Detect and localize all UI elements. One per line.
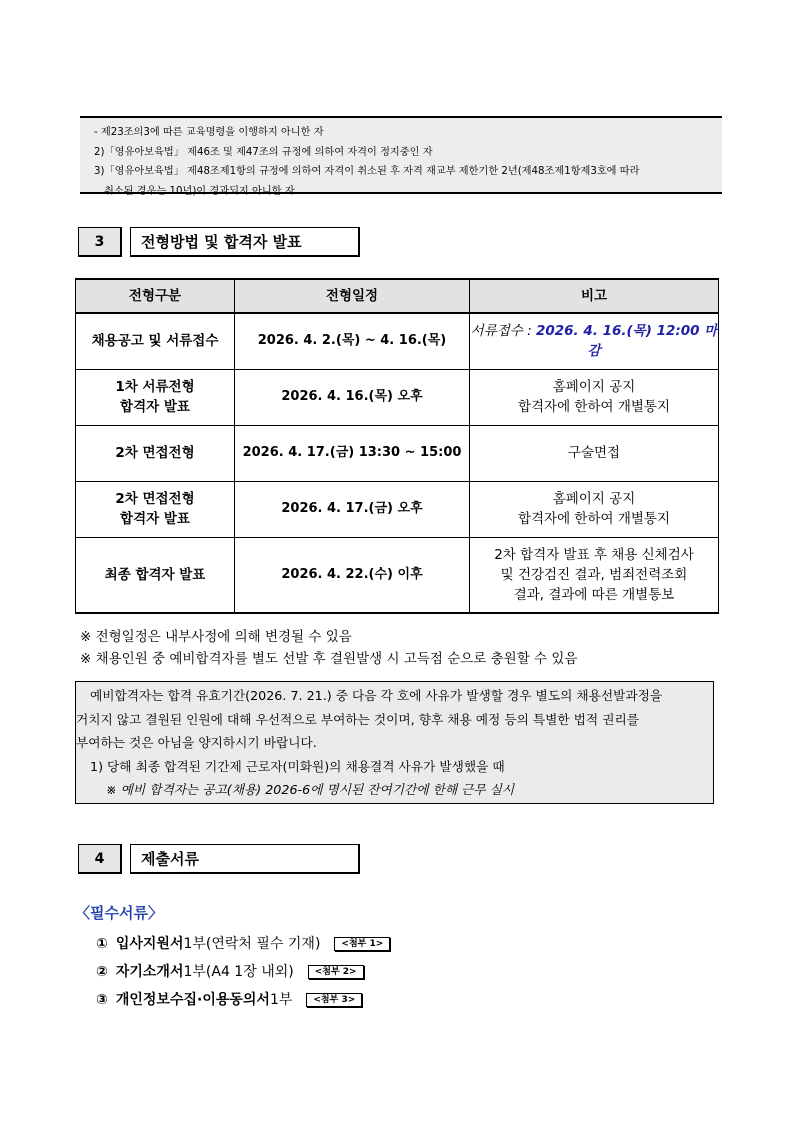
memo-line: 2차 합격자 발표 후 채용 신체검사 xyxy=(494,546,694,563)
stage-cell: 최종 합격자 발표 xyxy=(76,537,235,613)
list-item xyxy=(96,958,390,986)
reserve-line: 1) 당해 최종 합격된 기간제 근로자(미화원)의 채용결격 사유가 발생했을 때 xyxy=(90,758,505,774)
table-header-row xyxy=(76,279,719,313)
section-number: 3 xyxy=(78,227,122,257)
stage-line: 합격자 발표 xyxy=(120,399,190,415)
note-line: 3)「영유아보육법」 제48조제1항의 규정에 의하여 자격이 취소된 후 자격 재교부 제한기한 2년(제48조제1항제3호에 따라 xyxy=(94,166,640,177)
reserve-candidate-box xyxy=(75,681,714,804)
document-detail: 1부 xyxy=(269,992,293,1008)
schedule-notes xyxy=(80,626,577,670)
list-item xyxy=(96,986,390,1014)
stage-cell xyxy=(76,369,235,425)
date-cell: 2026. 4. 17.(금) 13:30 ~ 15:00 xyxy=(235,425,470,481)
reserve-line: 거치지 않고 결원된 인원에 대해 우선적으로 부여하는 것이며, 향후 채용 예정 등의 특별한 법적 권리를 xyxy=(76,711,639,727)
reserve-line: 부여하는 것은 아님을 양지하시기 바랍니다. xyxy=(76,735,317,750)
memo-cell: 구술면접 xyxy=(470,425,719,481)
date-cell: 2026. 4. 17.(금) 오후 xyxy=(235,481,470,537)
stage-line: 2차 면접전형 xyxy=(115,491,195,507)
list-item xyxy=(96,930,390,958)
reserve-line: 예비합격자는 합격 유효기간(2026. 7. 21.) 중 다음 각 호에 사유가 발생할 경우 별도의 채용선발과정을 xyxy=(90,688,663,703)
table-row xyxy=(76,537,719,613)
table-row xyxy=(76,481,719,537)
section-3-header xyxy=(78,227,360,257)
memo-line: 및 건강검진 결과, 범죄전력조회 xyxy=(500,566,688,583)
date-cell: 2026. 4. 16.(목) 오후 xyxy=(235,369,470,425)
table-row xyxy=(76,425,719,481)
item-number: ① xyxy=(96,936,108,952)
memo-line: 합격자에 한하여 개별통지 xyxy=(517,399,671,415)
column-header: 비고 xyxy=(470,279,719,313)
section-number: 4 xyxy=(78,844,122,874)
date-cell: 2026. 4. 2.(목) ~ 4. 16.(목) xyxy=(235,313,470,369)
section-4-header xyxy=(78,844,360,874)
document-list xyxy=(96,930,390,1014)
note-line: - 제23조의3에 따른 교육명령을 이행하지 아니한 자 xyxy=(94,127,324,138)
memo-line: 합격자에 한하여 개별통지 xyxy=(517,511,671,527)
table-row xyxy=(76,313,719,369)
document-name: 개인정보수집·이용동의서 xyxy=(115,992,270,1008)
disqualification-notes xyxy=(80,116,722,197)
document-detail: 1부(A4 1장 내외) xyxy=(183,964,294,980)
table-row xyxy=(76,369,719,425)
memo-line: 결과, 결과에 따른 개별통보 xyxy=(513,586,675,603)
column-header: 전형구분 xyxy=(76,279,235,313)
stage-cell: 2차 면접전형 xyxy=(76,425,235,481)
date-cell: 2026. 4. 22.(수) 이후 xyxy=(235,537,470,613)
schedule-table xyxy=(75,278,719,614)
stage-line: 1차 서류전형 xyxy=(115,379,195,395)
stage-cell xyxy=(76,481,235,537)
memo-line: 홈페이지 공지 xyxy=(552,379,636,395)
item-number: ② xyxy=(96,964,108,980)
attachment-badge: <첨부 3> xyxy=(306,993,362,1007)
section-title: 제출서류 xyxy=(130,844,360,874)
stage-cell: 채용공고 및 서류접수 xyxy=(76,313,235,369)
memo-cell xyxy=(470,369,719,425)
note-line: 취소된 경우는 10년)이 경과되지 아니한 자 xyxy=(104,185,295,197)
column-header: 전형일정 xyxy=(235,279,470,313)
item-number: ③ xyxy=(96,992,108,1008)
note-line: ※ 채용인원 중 예비합격자를 별도 선발 후 결원발생 시 고득점 순으로 충원할 수 있음 xyxy=(80,651,578,667)
memo-cell xyxy=(470,481,719,537)
attachment-badge: <첨부 2> xyxy=(308,965,364,979)
memo-cell xyxy=(470,313,719,369)
note-line: ※ 전형일정은 내부사정에 의해 변경될 수 있음 xyxy=(80,629,352,645)
document-name: 입사지원서 xyxy=(115,936,184,952)
required-documents-heading: 〈필수서류〉 xyxy=(75,904,163,922)
reserve-note: ※ 예비 합격자는 공고(채용) 2026-6에 명시된 잔여기간에 한해 근무 실시 xyxy=(106,782,515,797)
memo-cell xyxy=(470,537,719,613)
memo-prefix: 서류접수 : xyxy=(470,323,536,340)
deadline-highlight: 2026. 4. 16.(목) 12:00 마감 xyxy=(535,323,718,360)
memo-line: 홈페이지 공지 xyxy=(552,491,636,507)
attachment-badge: <첨부 1> xyxy=(334,937,390,951)
stage-line: 합격자 발표 xyxy=(120,511,190,527)
document-detail: 1부(연락처 필수 기재) xyxy=(183,936,321,952)
note-line: 2)「영유아보육법」 제46조 및 제47조의 규정에 의하여 자격이 정지중인 자 xyxy=(94,146,433,158)
document-name: 자기소개서 xyxy=(115,964,184,980)
section-title: 전형방법 및 합격자 발표 xyxy=(130,227,360,257)
